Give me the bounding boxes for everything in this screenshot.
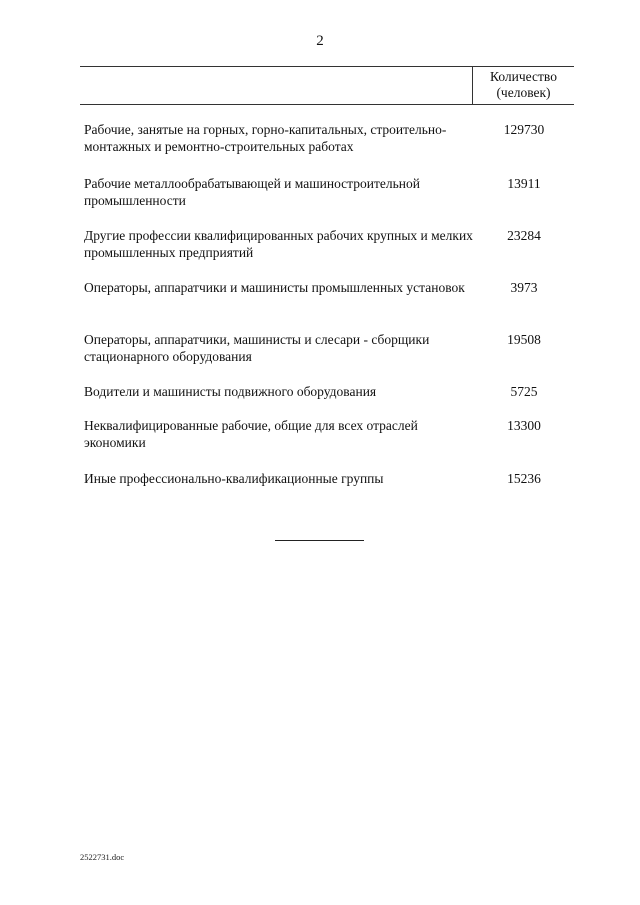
row-value: 19508 [507,332,541,347]
row-value: 129730 [503,122,545,137]
table-header [80,66,574,105]
page-number: 2 [316,33,324,49]
row-label: Иные профессионально-квалификационные группы [84,471,384,486]
quantity-column-header [473,69,574,101]
footer-filename: 2522731.doc [80,852,125,862]
row-label: Операторы, аппаратчики и машинисты промышленных установок [84,280,465,295]
row-label: Водители и машинисты подвижного оборудования [84,384,377,399]
quantity-header-line1: Количество [490,69,557,84]
row-value: 13300 [507,418,541,433]
row-value: 13911 [507,176,541,191]
row-value: 5725 [510,384,538,399]
row-label: Неквалифицированные рабочие, общие для всех отраслей экономики [84,418,418,450]
row-label: Операторы, аппаратчики, машинисты и слесари - сборщики стационарного оборудования [84,332,430,364]
closing-rule [275,540,364,541]
row-value: 23284 [507,228,541,243]
occupation-table [80,66,574,486]
row-label: Другие профессии квалифицированных рабочих крупных и мелких промышленных предприятий [84,228,473,260]
row-label: Рабочие, занятые на горных, горно-капитальных, строительно-монтажных и ремонтно-строительных работах [84,122,447,154]
quantity-header-line2: (человек) [496,85,551,100]
row-value: 3973 [510,280,538,295]
row-label: Рабочие металлообрабатывающей и машиностроительной промышленности [84,176,420,208]
row-value: 15236 [507,471,541,486]
